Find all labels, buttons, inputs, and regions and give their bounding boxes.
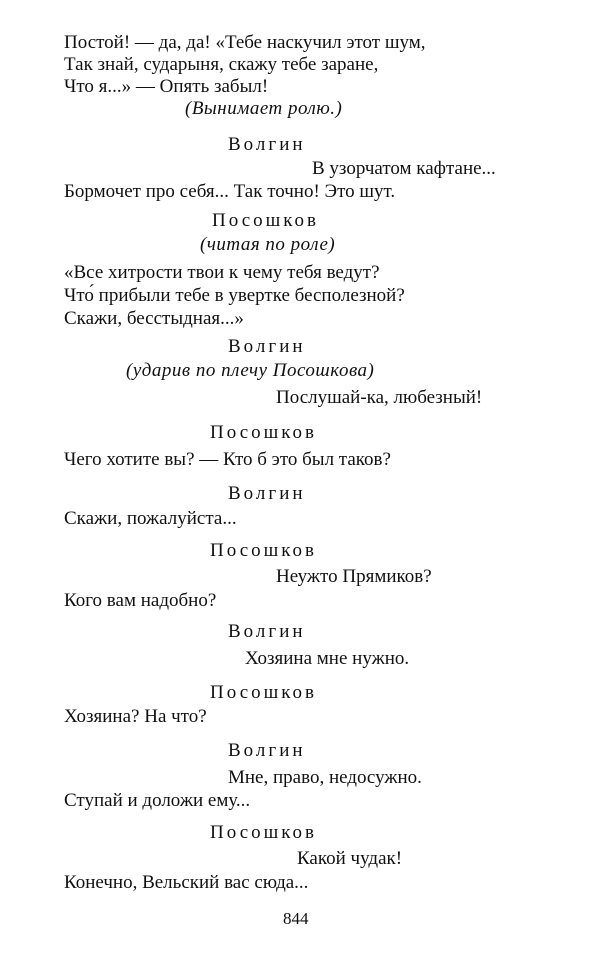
speaker-name: Посошков bbox=[210, 422, 317, 443]
speaker-name: Посошков bbox=[210, 822, 317, 843]
speaker-name: Волгин bbox=[228, 134, 306, 155]
stage-direction: (читая по роле) bbox=[200, 234, 336, 255]
stage-direction: (ударив по плечу Посошкова) bbox=[126, 360, 375, 381]
verse-line: Хозяина мне нужно. bbox=[245, 648, 410, 669]
verse-line: Бормочет про себя... Так точно! Это шут. bbox=[64, 181, 396, 202]
verse-line: Так знай, сударыня, скажу тебе заране, bbox=[64, 54, 379, 75]
page-number: 844 bbox=[283, 909, 309, 928]
verse-line: Что́ прибыли тебе в увертке бесполезной? bbox=[64, 285, 405, 306]
verse-line: В узорчатом кафтане... bbox=[312, 158, 496, 179]
verse-line: Послушай-ка, любезный! bbox=[276, 387, 483, 408]
speaker-name: Волгин bbox=[228, 336, 306, 357]
verse-line: Какой чудак! bbox=[297, 848, 403, 869]
verse-line: Скажи, бесстыдная...» bbox=[64, 308, 244, 329]
verse-line: Чего хотите вы? — Кто б это был таков? bbox=[64, 449, 391, 470]
verse-line: Постой! — да, да! «Тебе наскучил этот шум, bbox=[64, 32, 426, 53]
verse-line: «Все хитрости твои к чему тебя ведут? bbox=[64, 262, 380, 283]
verse-line: Неужто Прямиков? bbox=[276, 566, 432, 587]
verse-line: Скажи, пожалуйста... bbox=[64, 508, 237, 529]
speaker-name: Посошков bbox=[212, 210, 319, 231]
speaker-name: Волгин bbox=[228, 740, 306, 761]
verse-line: Конечно, Вельский вас сюда... bbox=[64, 872, 309, 893]
verse-line: Что я...» — Опять забыл! bbox=[64, 76, 269, 97]
verse-line: Ступай и доложи ему... bbox=[64, 790, 251, 811]
speaker-name: Посошков bbox=[210, 682, 317, 703]
verse-line: Хозяина? На что? bbox=[64, 706, 207, 727]
verse-line: Мне, право, недосужно. bbox=[228, 767, 422, 788]
speaker-name: Волгин bbox=[228, 483, 306, 504]
verse-line: Кого вам надобно? bbox=[64, 590, 217, 611]
speaker-name: Волгин bbox=[228, 621, 306, 642]
stage-direction: (Вынимает ролю.) bbox=[185, 98, 343, 119]
speaker-name: Посошков bbox=[210, 540, 317, 561]
